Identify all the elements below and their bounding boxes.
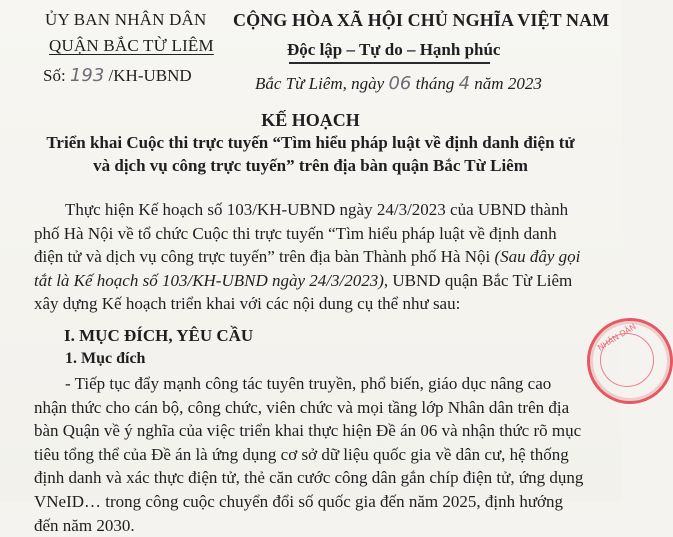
purpose-paragraph [34, 372, 604, 537]
document-number [43, 65, 192, 86]
agency-name-line2: QUẬN BẮC TỪ LIÊM [49, 36, 214, 55]
purpose-line: - Tiếp tục đẩy mạnh công tác tuyên truyền, phổ biến, giáo dục nâng cao [65, 374, 552, 393]
national-title: CỘNG HÒA XÃ HỘI CHỦ NGHĨA VIỆT NAM [233, 10, 610, 30]
date-month-label: tháng [415, 74, 455, 93]
purpose-line: VNeID… trong công cuộc chuyển đổi số quốc gia đến năm 2025, định hướng [34, 491, 564, 511]
number-prefix: Số: [43, 66, 66, 85]
motto-underline [289, 62, 490, 64]
section-heading: I. MỤC ĐÍCH, YÊU CẦU [64, 326, 254, 345]
official-seal [587, 318, 673, 404]
number-suffix: /KH-UBND [108, 66, 192, 85]
intro-text: điện tử và dịch vụ công trực tuyến” trên địa bàn Thành phố Hà Nội [34, 247, 495, 267]
place-and-date [255, 73, 542, 94]
purpose-line: đến năm 2030. [34, 515, 135, 535]
purpose-line: định danh và xác thực điện tử, thẻ căn cước công dân gắn chíp điện tử, ứng dụng [34, 468, 584, 488]
intro-line: phố Hà Nội về tổ chức Cuộc thi trực tuyến “Tìm hiểu pháp luật về định danh [34, 223, 557, 243]
date-year-label: năm 2023 [474, 74, 542, 93]
intro-line [34, 245, 604, 269]
intro-paragraph [34, 198, 604, 316]
intro-italic-text: tắt là Kế hoạch số 103/KH-UBND ngày 24/3/2023) [34, 270, 384, 290]
agency-name-line1: ỦY BAN NHÂN DÂN [45, 10, 207, 29]
purpose-line: bàn Quận về ý nghĩa của việc triển khai thực hiện Đề án 06 và nhận thức rõ mục [34, 421, 582, 441]
document-subtitle-line1: Triển khai Cuộc thi trực tuyến “Tìm hiểu pháp luật về định danh điện tử [46, 133, 575, 152]
intro-text: , UBND quận Bắc Từ Liêm [383, 270, 573, 290]
document-title: KẾ HOẠCH [261, 110, 360, 130]
intro-line: Thực hiện Kế hoạch số 103/KH-UBND ngày 24/3/2023 của UBND thành [65, 200, 569, 219]
national-motto: Độc lập – Tự do – Hạnh phúc [287, 40, 501, 59]
handwritten-number: 193 [69, 65, 105, 86]
document-subtitle-line2: và dịch vụ công trực tuyến” trên địa bàn quận Bắc Từ Liêm [93, 156, 528, 175]
intro-line [34, 269, 604, 293]
subsection-heading: 1. Mục đích [65, 350, 146, 367]
purpose-line: nhận thức cho cán bộ, công chức, viên chức và mọi tầng lớp Nhân dân trên địa [34, 397, 570, 417]
seal-text: NHÂN DÂN [596, 321, 638, 353]
date-prefix: Bắc Từ Liêm, ngày [255, 74, 385, 93]
intro-italic-text: (Sau đây gọi [494, 247, 581, 267]
intro-line: xây dựng Kế hoạch triển khai với các nội dung cụ thể như sau: [34, 294, 461, 314]
handwritten-month: 4 [458, 73, 471, 94]
handwritten-day: 06 [388, 73, 412, 94]
purpose-line: tiêu tổng thể của Đề án là ứng dụng cơ sở dữ liệu quốc gia về dân cư, hệ thống [34, 444, 569, 464]
